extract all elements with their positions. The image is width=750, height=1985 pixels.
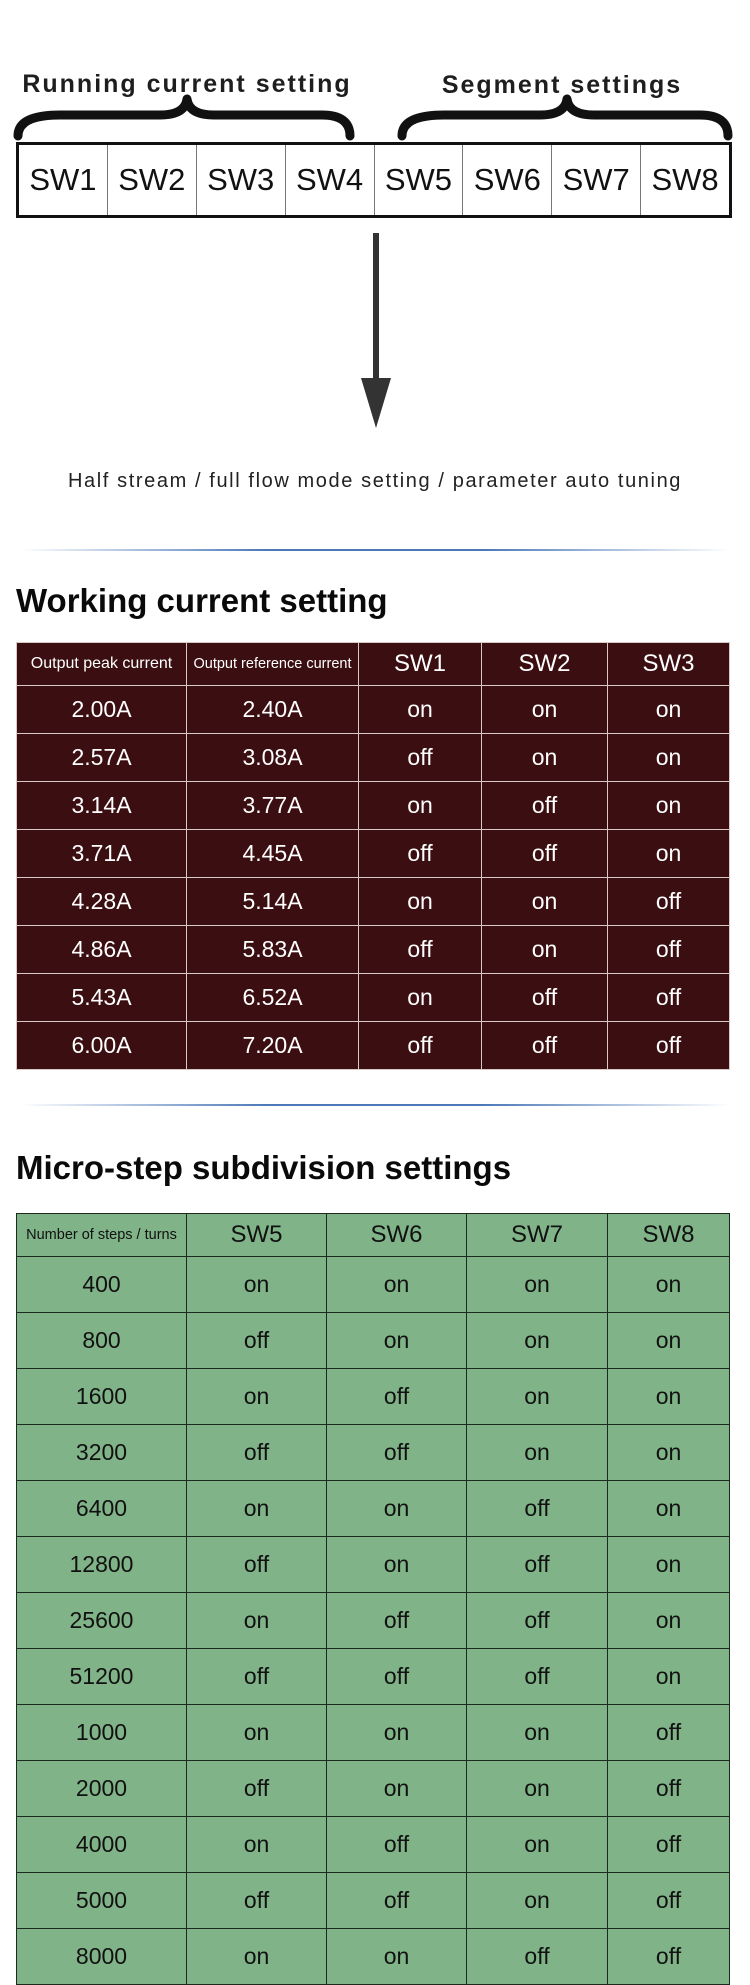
table-row — [17, 1593, 730, 1649]
table-cell: on — [327, 1929, 467, 1985]
table-cell: off — [608, 878, 730, 926]
table-cell: 51200 — [17, 1649, 187, 1705]
table-cell: off — [482, 830, 608, 878]
divider-2 — [20, 1104, 730, 1106]
working-current-title: Working current setting — [16, 582, 388, 619]
dip-switch-row — [16, 142, 732, 218]
header-cell: Number of steps / turns — [17, 1214, 187, 1257]
table-cell: 2.57A — [17, 734, 187, 782]
table-cell: 25600 — [17, 1593, 187, 1649]
table-cell: on — [327, 1257, 467, 1313]
table-cell: on — [608, 734, 730, 782]
table-cell: 7.20A — [187, 1022, 359, 1070]
table-cell: on — [608, 1257, 730, 1313]
table-cell: 3200 — [17, 1425, 187, 1481]
table-cell: off — [482, 1022, 608, 1070]
table-cell: off — [327, 1649, 467, 1705]
micro-step-title: Micro-step subdivision settings — [16, 1149, 512, 1186]
micro-step-table — [16, 1213, 730, 1985]
switch-sw2: SW2 — [108, 145, 197, 215]
table-cell: on — [482, 734, 608, 782]
table-cell: on — [359, 974, 482, 1022]
table-cell: 800 — [17, 1313, 187, 1369]
table-cell: on — [327, 1705, 467, 1761]
table-row — [17, 1649, 730, 1705]
header-cell: SW2 — [482, 643, 608, 686]
header-cell: Output peak current — [17, 643, 187, 686]
table-cell: off — [359, 830, 482, 878]
table-cell: on — [359, 878, 482, 926]
table-cell: on — [187, 1705, 327, 1761]
table-row — [17, 1369, 730, 1425]
table-cell: off — [482, 974, 608, 1022]
table-cell: on — [467, 1761, 608, 1817]
table-cell: on — [327, 1537, 467, 1593]
arrow-down-icon — [346, 233, 406, 433]
table-cell: off — [187, 1761, 327, 1817]
table-row — [17, 1929, 730, 1985]
table-cell: on — [482, 926, 608, 974]
switch-sw8: SW8 — [651, 162, 719, 197]
table-cell: on — [467, 1313, 608, 1369]
header-cell: Output reference current — [187, 643, 359, 686]
table-cell: off — [327, 1817, 467, 1873]
table-cell: off — [608, 1705, 730, 1761]
table-cell: off — [359, 926, 482, 974]
table-cell: 4.45A — [187, 830, 359, 878]
table-cell: 1000 — [17, 1705, 187, 1761]
table-row — [17, 1481, 730, 1537]
table-row — [17, 1873, 730, 1929]
table-row — [17, 1425, 730, 1481]
table-cell: 6400 — [17, 1481, 187, 1537]
table-cell: on — [467, 1817, 608, 1873]
table-cell: 3.08A — [187, 734, 359, 782]
table-cell: 1600 — [17, 1369, 187, 1425]
table-cell: on — [467, 1425, 608, 1481]
table-cell: off — [467, 1537, 608, 1593]
table-cell: off — [608, 1022, 730, 1070]
header-cell: SW1 — [359, 643, 482, 686]
table-cell: 12800 — [17, 1537, 187, 1593]
table-cell: on — [608, 1593, 730, 1649]
table-cell: off — [608, 1761, 730, 1817]
table-cell: 5.14A — [187, 878, 359, 926]
table-cell: off — [482, 782, 608, 830]
table-cell: 8000 — [17, 1929, 187, 1985]
table-cell: on — [187, 1369, 327, 1425]
table-row — [17, 686, 730, 734]
table-cell: off — [327, 1425, 467, 1481]
table-row — [17, 1761, 730, 1817]
table-cell: 5.83A — [187, 926, 359, 974]
table-cell: on — [608, 686, 730, 734]
table-cell: on — [608, 782, 730, 830]
table-cell: off — [187, 1425, 327, 1481]
table-cell: 2.00A — [17, 686, 187, 734]
table-row — [17, 1537, 730, 1593]
table-row — [17, 830, 730, 878]
table-cell: 3.14A — [17, 782, 187, 830]
table-cell: on — [608, 1313, 730, 1369]
table-row — [17, 782, 730, 830]
table-cell: on — [608, 1425, 730, 1481]
header-cell: SW5 — [187, 1214, 327, 1257]
working-current-table — [16, 642, 730, 1070]
table-cell: on — [467, 1705, 608, 1761]
table-cell: 4.86A — [17, 926, 187, 974]
table-cell: on — [187, 1257, 327, 1313]
table-cell: off — [187, 1873, 327, 1929]
mode-caption: Half stream / full flow mode setting / parameter auto tuning — [67, 470, 683, 492]
header-cell: SW3 — [608, 643, 730, 686]
table-cell: on — [608, 1649, 730, 1705]
table-cell: off — [608, 1929, 730, 1985]
table-cell: off — [608, 1873, 730, 1929]
table-cell: 6.52A — [187, 974, 359, 1022]
table-cell: off — [608, 974, 730, 1022]
table-cell: on — [187, 1817, 327, 1873]
table-cell: off — [467, 1649, 608, 1705]
table-cell: off — [359, 1022, 482, 1070]
table-cell: 3.71A — [17, 830, 187, 878]
table-cell: on — [482, 878, 608, 926]
table-cell: off — [187, 1313, 327, 1369]
table-row — [17, 1705, 730, 1761]
switch-sw4: SW4 — [286, 145, 375, 215]
table-row — [17, 1313, 730, 1369]
table-cell: off — [359, 734, 482, 782]
table-row — [17, 926, 730, 974]
table-cell: 6.00A — [17, 1022, 187, 1070]
table-cell: on — [327, 1481, 467, 1537]
table-cell: on — [608, 1481, 730, 1537]
switch-sw7: SW7 — [552, 145, 641, 215]
table-cell: on — [327, 1313, 467, 1369]
header-cell: SW6 — [327, 1214, 467, 1257]
table-cell: on — [467, 1873, 608, 1929]
table-cell: off — [187, 1649, 327, 1705]
table-cell: on — [467, 1257, 608, 1313]
table-cell: on — [187, 1593, 327, 1649]
table-cell: on — [608, 1537, 730, 1593]
table-cell: on — [467, 1369, 608, 1425]
table-cell: on — [187, 1481, 327, 1537]
table-cell: 2.40A — [187, 686, 359, 734]
switch-sw3: SW3 — [197, 145, 286, 215]
header-cell: SW8 — [608, 1214, 730, 1257]
segment-settings-label: Segment settings — [441, 71, 683, 99]
table-cell: 4000 — [17, 1817, 187, 1873]
table-row — [17, 734, 730, 782]
switch-sw6: SW6 — [463, 145, 552, 215]
table-row — [17, 878, 730, 926]
table-cell: off — [327, 1369, 467, 1425]
table-row — [17, 1257, 730, 1313]
header-cell: SW7 — [467, 1214, 608, 1257]
table-cell: off — [467, 1481, 608, 1537]
table-cell: on — [359, 782, 482, 830]
switch-sw5: SW5 — [375, 145, 464, 215]
table-cell: off — [187, 1537, 327, 1593]
table-cell: off — [467, 1593, 608, 1649]
switch-sw1: SW1 — [19, 145, 108, 215]
table-cell: off — [608, 926, 730, 974]
table-cell: off — [327, 1593, 467, 1649]
table-cell: off — [608, 1817, 730, 1873]
table-cell: on — [187, 1929, 327, 1985]
table-cell: on — [482, 686, 608, 734]
table-cell: 5000 — [17, 1873, 187, 1929]
table-cell: 3.77A — [187, 782, 359, 830]
table-cell: on — [359, 686, 482, 734]
table-cell: off — [467, 1929, 608, 1985]
table-cell: on — [608, 830, 730, 878]
table-row — [17, 974, 730, 1022]
table-cell: 2000 — [17, 1761, 187, 1817]
divider-1 — [20, 549, 730, 551]
running-current-label: Running current setting — [22, 70, 352, 98]
table-cell: on — [327, 1761, 467, 1817]
table-row — [17, 1022, 730, 1070]
table-cell: off — [327, 1873, 467, 1929]
table-cell: on — [608, 1369, 730, 1425]
table-cell: 400 — [17, 1257, 187, 1313]
table-row — [17, 1817, 730, 1873]
table-cell: 5.43A — [17, 974, 187, 1022]
table-cell: 4.28A — [17, 878, 187, 926]
